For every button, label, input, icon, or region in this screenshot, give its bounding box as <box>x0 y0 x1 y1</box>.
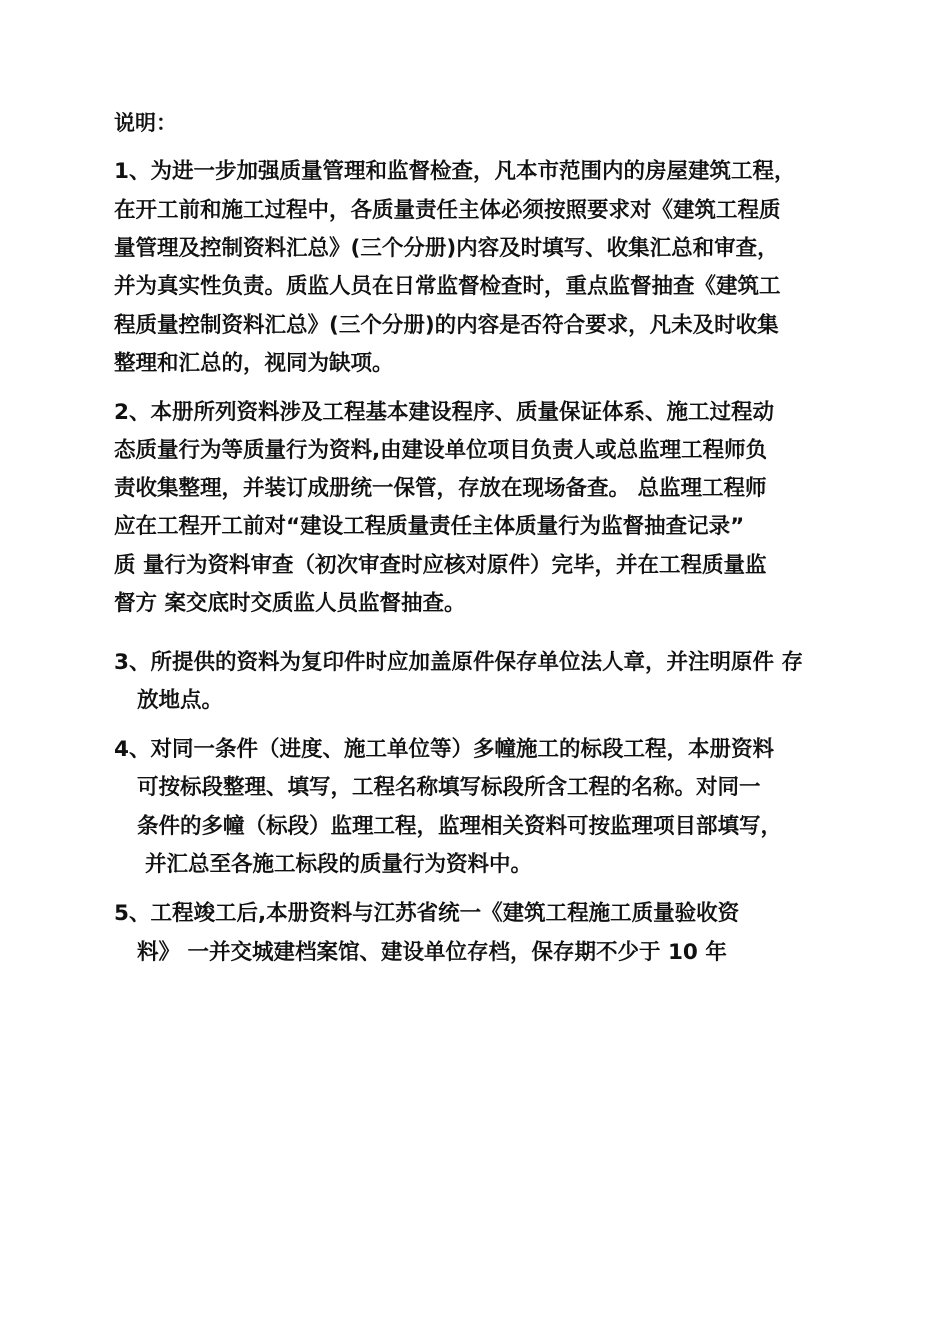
paragraph-1-line-6: 整理和汇总的，视同为缺项。 <box>114 351 394 376</box>
paragraph-1-line-2: 在开工前和施工过程中，各质量责任主体必须按照要求对《建筑工程质 <box>114 198 781 223</box>
paragraph-4-line-3: 条件的多幢（标段）监理工程，监理相关资料可按监理项目部填写， <box>137 814 783 839</box>
paragraph-3-line-2: 放地点。 <box>137 688 224 713</box>
paragraph-2-line-3: 责收集整理，并装订成册统一保管，存放在现场备查。 总监理工程师 <box>114 476 767 501</box>
paragraph-1-line-3: 量管理及控制资料汇总》(三个分册)内容及时填写、收集汇总和审查， <box>114 236 779 261</box>
paragraph-4-line-1: 4、对同一条件（进度、施工单位等）多幢施工的标段工程，本册资料 <box>114 737 774 762</box>
paragraph-2-line-5: 质 量行为资料审查（初次审查时应核对原件）完毕，并在工程质量监 <box>114 553 767 578</box>
paragraph-2-line-4: 应在工程开工前对“建设工程质量责任主体质量行为监督抽查记录” <box>114 514 745 539</box>
paragraph-5-line-2: 料》 一并交城建档案馆、建设单位存档，保存期不少于 10 年 <box>137 940 727 965</box>
paragraph-5-line-1: 5、工程竣工后,本册资料与江苏省统一《建筑工程施工质量验收资 <box>114 901 740 926</box>
paragraph-2-line-2: 态质量行为等质量行为资料,由建设单位项目负责人或总监理工程师负 <box>114 438 768 463</box>
paragraph-1-line-5: 程质量控制资料汇总》(三个分册)的内容是否符合要求，凡未及时收集 <box>114 313 779 338</box>
paragraph-2-line-1: 2、本册所列资料涉及工程基本建设程序、质量保证体系、施工过程动 <box>114 400 774 425</box>
paragraph-4-line-4: 并汇总至各施工标段的质量行为资料中。 <box>145 852 533 877</box>
paragraph-4-line-2: 可按标段整理、填写，工程名称填写标段所含工程的名称。对同一 <box>137 775 761 800</box>
document-heading: 说明： <box>114 111 177 135</box>
paragraph-2-line-6: 督方 案交底时交质监人员监督抽查。 <box>114 591 466 616</box>
paragraph-1-line-4: 并为真实性负责。质监人员在日常监督检查时，重点监督抽查《建筑工 <box>114 274 781 299</box>
paragraph-1-line-1: 1、为进一步加强质量管理和监督检查，凡本市范围内的房屋建筑工程， <box>114 159 796 184</box>
paragraph-3-line-1: 3、所提供的资料为复印件时应加盖原件保存单位法人章，并注明原件 存 <box>114 650 803 675</box>
